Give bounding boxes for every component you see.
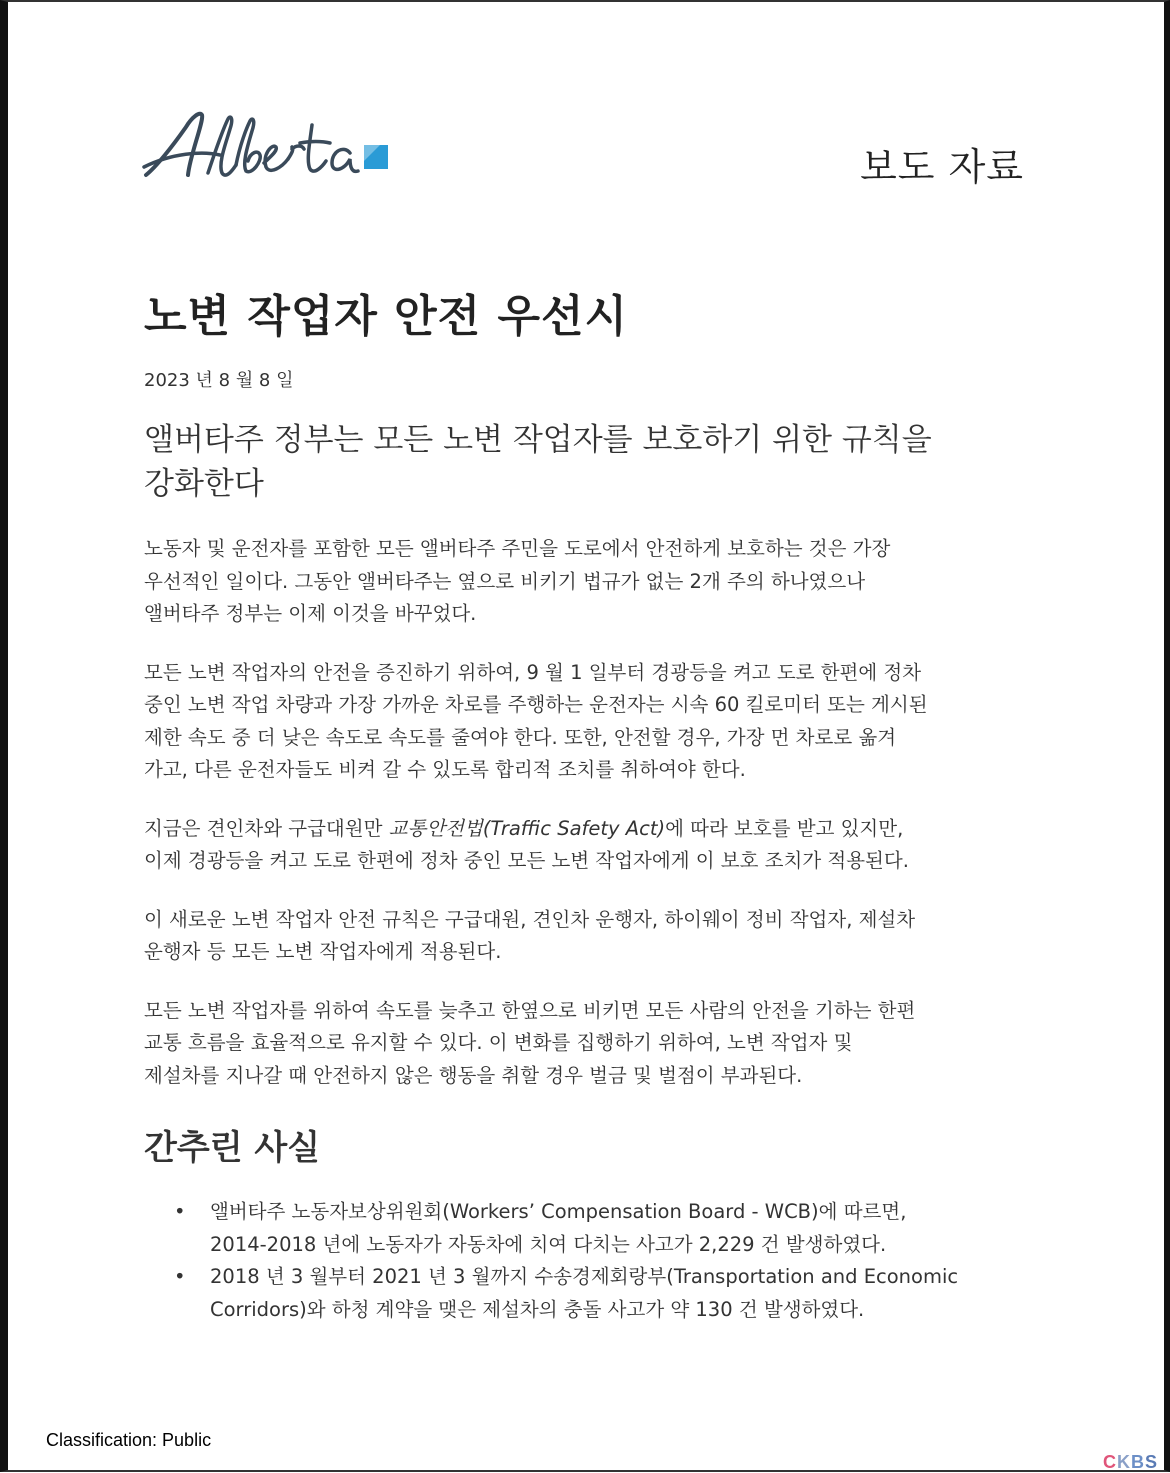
watermark-letter: C xyxy=(1102,1452,1117,1472)
alberta-logo xyxy=(142,105,392,185)
bullet-icon: • xyxy=(174,1200,186,1223)
list-item-line: 2018 년 3 월부터 2021 년 3 월까지 수송경제회랑부(Transportation and Economic xyxy=(210,1265,959,1288)
watermark-letter: K xyxy=(1116,1452,1131,1472)
paragraph-line: 앨버타주 정부는 이제 이것을 바꾸었다. xyxy=(144,602,477,625)
paragraph-line: 중인 노변 작업 차량과 가장 가까운 차로를 주행하는 운전자는 시속 60 킬로미터 또는 게시된 xyxy=(144,693,928,716)
paragraph-line: 모든 노변 작업자를 위하여 속도를 늦추고 한옆으로 비키면 모든 사람의 안전을 기하는 한편 xyxy=(144,998,916,1022)
watermark-letter: S xyxy=(1144,1452,1158,1472)
body-text xyxy=(144,533,1032,1118)
page-title: 노변 작업자 안전 우선시 xyxy=(144,291,628,342)
paragraph-line: 가고, 다른 운전자들도 비켜 갈 수 있도록 합리적 조치를 취하여야 한다. xyxy=(144,758,746,781)
act-name: 교통안전법(Traffic Safety Act) xyxy=(388,816,666,840)
paragraph-line: 우선적인 일이다. 그동안 앨버타주는 옆으로 비키기 법규가 없는 2개 주의 하나였으나 xyxy=(144,569,866,593)
facts-heading: 간추린 사실 xyxy=(144,1128,321,1168)
paragraph-line: 제설차를 지나갈 때 안전하지 않은 행동을 취할 경우 벌금 및 벌점이 부과된다. xyxy=(144,1063,803,1087)
paragraph-line: 운행자 등 모든 노변 작업자에게 적용된다. xyxy=(144,940,502,963)
facts-list xyxy=(174,1196,1040,1326)
paragraph xyxy=(144,533,1032,631)
paragraph-line: 이제 경광등을 켜고 도로 한편에 정차 중인 모든 노변 작업자에게 이 보호 조치가 적용된다. xyxy=(144,849,909,872)
paragraph-line: 교통 흐름을 효율적으로 유지할 수 있다. 이 변화를 집행하기 위하여, 노변 작업자 및 xyxy=(144,1031,853,1054)
paragraph-line: 노동자 및 운전자를 포함한 모든 앨버타주 주민을 도로에서 안전하게 보호하는 것은 가장 xyxy=(144,537,891,560)
paragraph-line: 모든 노변 작업자의 안전을 증진하기 위하여, 9 월 1 일부터 경광등을 켜고 도로 한편에 정차 xyxy=(144,660,922,684)
list-item-line: 2014-2018 년에 노동자가 자동차에 치여 다치는 사고가 2,229 건 발생하였다. xyxy=(210,1232,887,1256)
paragraph-line-end: 에 따라 보호를 받고 있지만, xyxy=(665,816,904,840)
list-item xyxy=(174,1261,1040,1326)
list-item-line: 앨버타주 노동자보상위원회(Workers’ Compensation Board - WCB)에 따르면, xyxy=(210,1200,907,1223)
classification-label: Classification: Public xyxy=(46,1430,212,1450)
subtitle-line: 강화한다 xyxy=(144,466,264,502)
release-date: 2023 년 8 월 8 일 xyxy=(144,370,294,391)
paragraph xyxy=(144,657,1032,787)
paragraph-line-start: 지금은 견인차와 구급대원만 xyxy=(144,816,389,840)
subtitle-line: 앨버타주 정부는 모든 노변 작업자를 보호하기 위한 규칙을 xyxy=(144,422,932,458)
watermark-letter: B xyxy=(1130,1452,1145,1472)
paragraph-line: 이 새로운 노변 작업자 안전 규칙은 구급대원, 견인차 운행자, 하이웨이 정비 작업자, 제설차 xyxy=(144,907,916,931)
document-type-label: 보도 자료 xyxy=(860,145,1024,189)
paragraph xyxy=(144,995,1032,1093)
paragraph-line: 제한 속도 중 더 낮은 속도로 속도를 줄여야 한다. 또한, 안전할 경우, 가장 먼 차로로 옮겨 xyxy=(144,725,897,749)
bullet-icon: • xyxy=(174,1265,186,1288)
paragraph xyxy=(144,904,1032,969)
list-item-line: Corridors)와 하청 계약을 맺은 제설차의 충돌 사고가 약 130 건 발생하였다. xyxy=(210,1297,865,1321)
paragraph xyxy=(144,813,1032,878)
subtitle xyxy=(144,418,1024,506)
ckbs-watermark xyxy=(1103,1452,1158,1473)
alberta-logo-wordmark xyxy=(142,105,392,185)
list-item xyxy=(174,1196,1040,1261)
